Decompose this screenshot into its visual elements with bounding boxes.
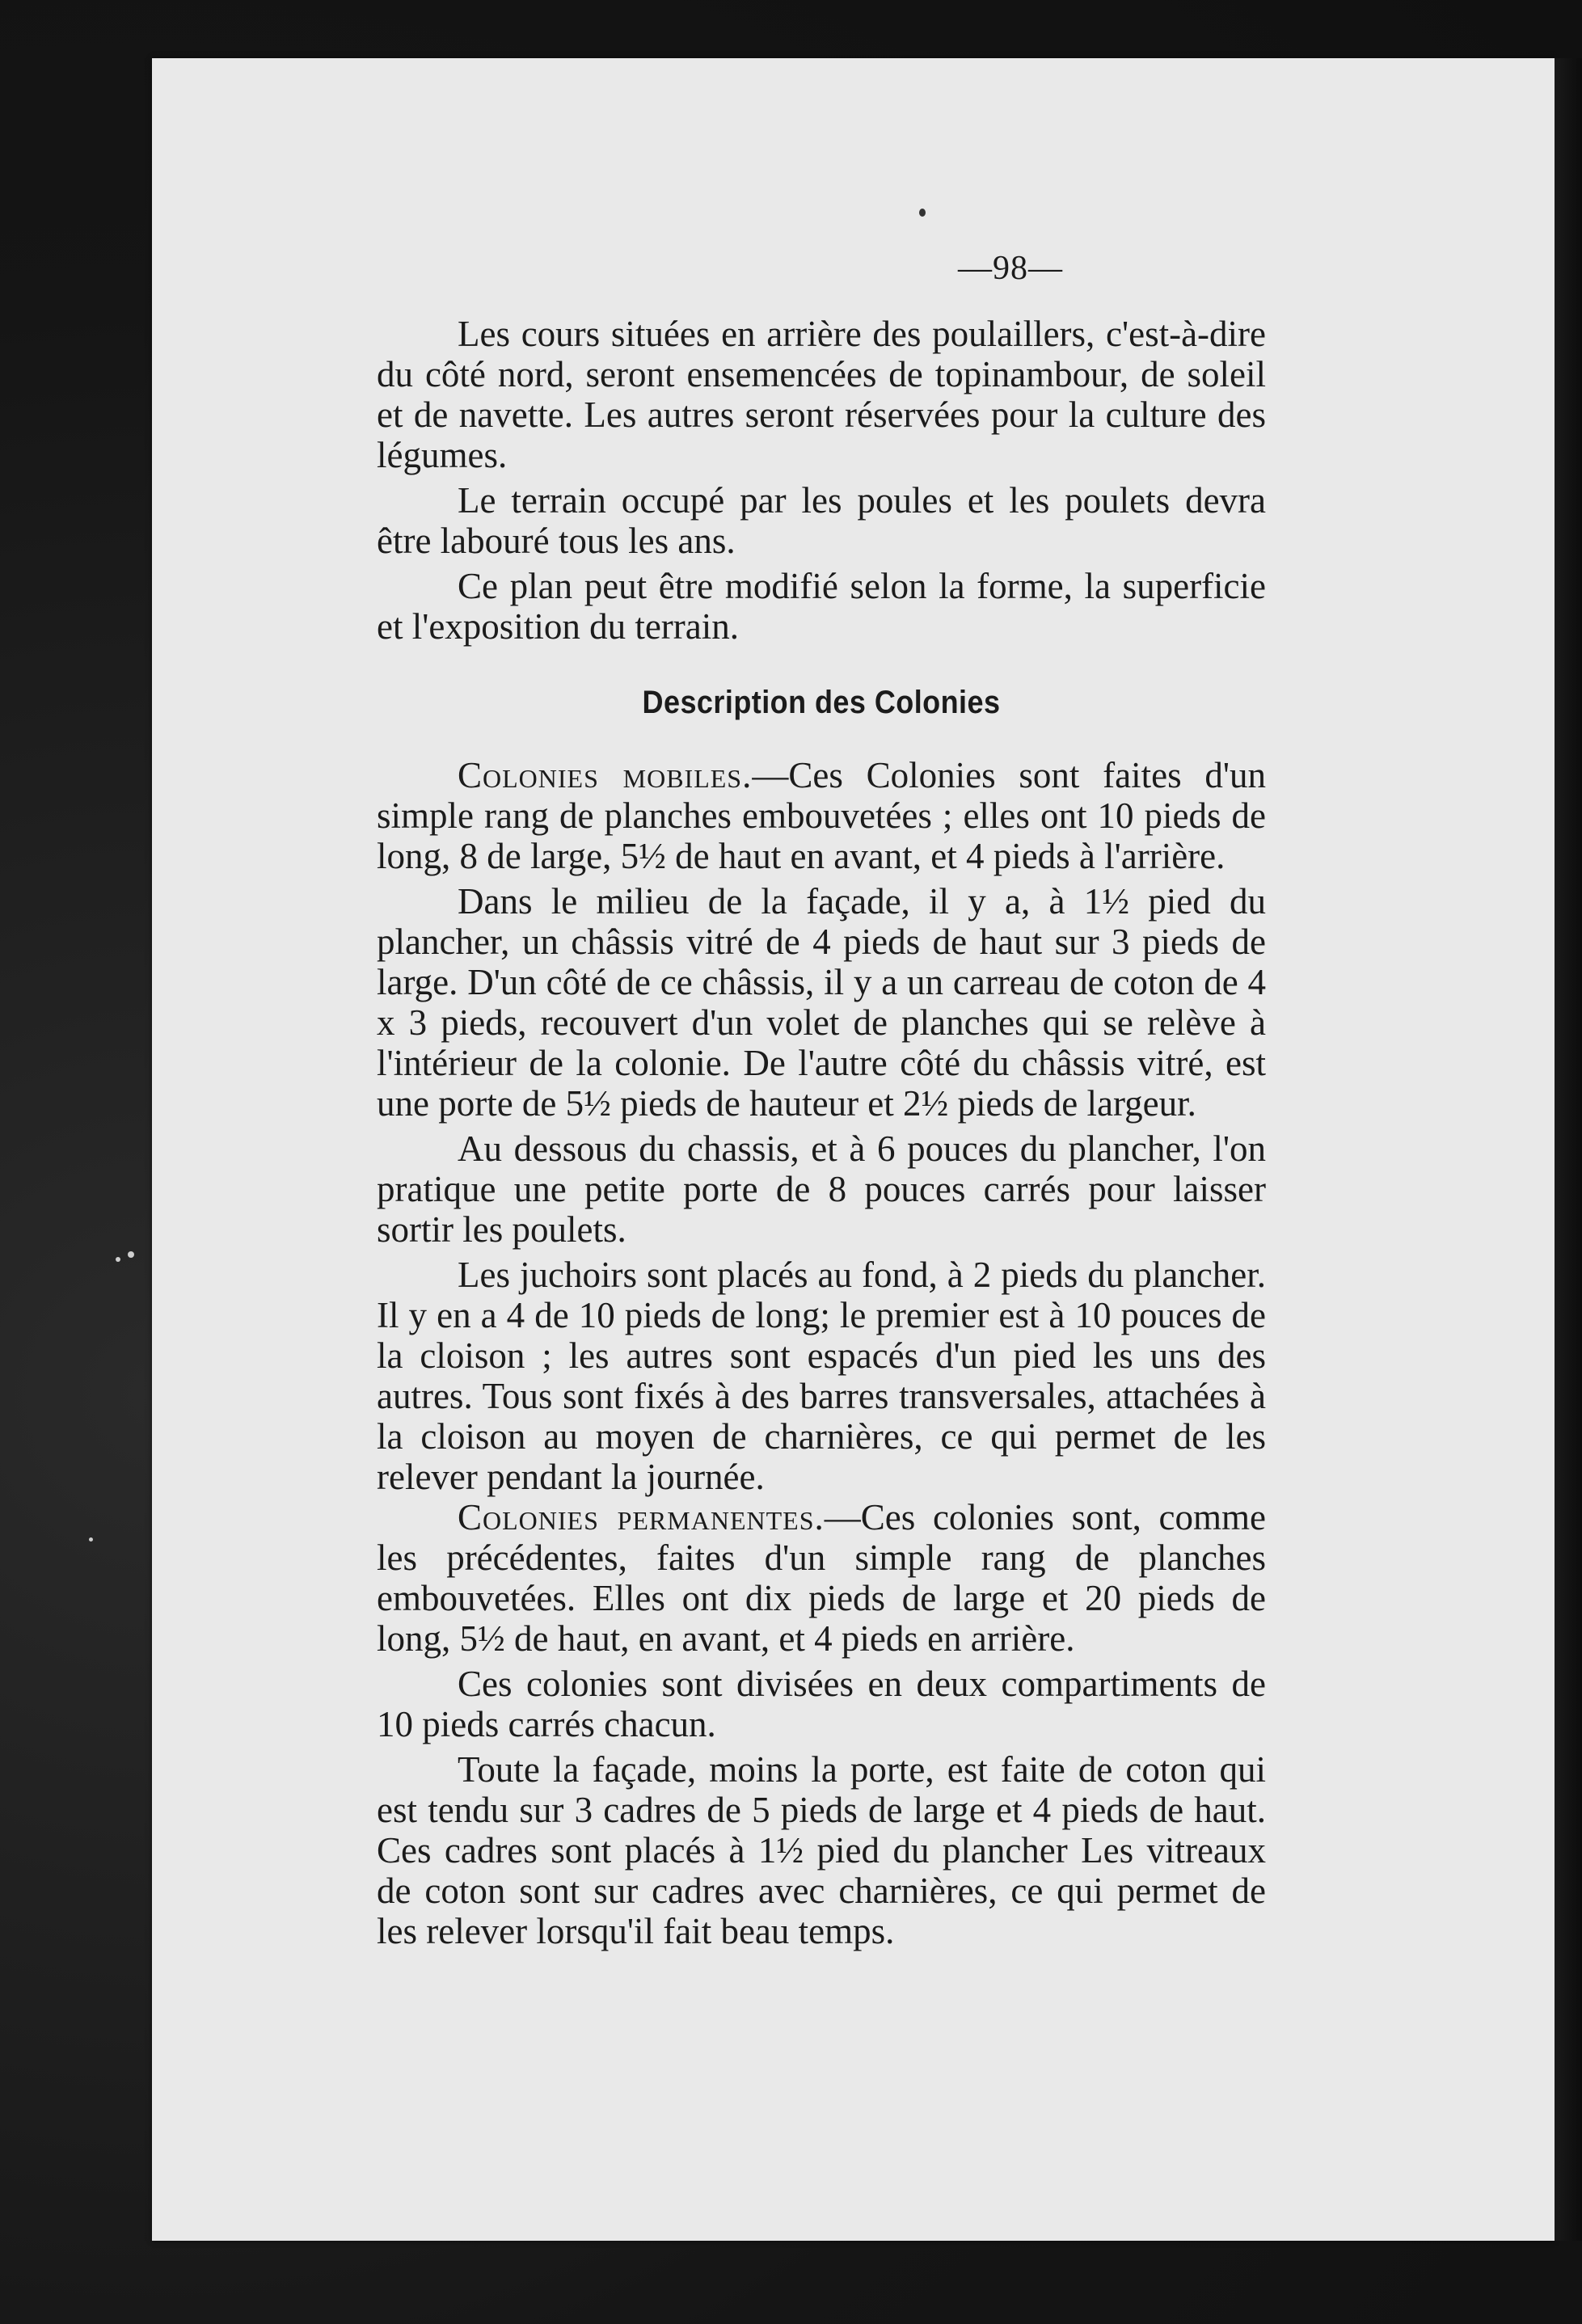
scan-speck — [128, 1251, 134, 1258]
paragraph-courts: Les cours situées en arrière des poulaillers, c'est-à-dire du côté nord, seront ensemencées de topinambour, de soleil et de navette. Les autres seront réservées pour la culture des légumes. — [377, 314, 1266, 475]
lead-colonies-mobiles: Colonies mobiles. — [458, 755, 753, 795]
paragraph-colonies-permanentes — [377, 1497, 1266, 1659]
page-body — [377, 243, 1266, 1951]
paragraph-plan: Ce plan peut être modifié selon la forme, la superficie et l'exposition du terrain. — [377, 566, 1266, 647]
page-spine-shadow — [1555, 58, 1582, 2241]
paragraph-colonies-mobiles — [377, 755, 1266, 876]
lead-colonies-permanentes: Colonies permanentes. — [458, 1497, 825, 1537]
paragraph-facade-coton: Toute la façade, moins la porte, est faite de coton qui est tendu sur 3 cadres de 5 pieds de large et 4 pieds de haut. Ces cadres sont placés à 1½ pied du plancher Les vitreaux de coton sont sur cadres avec charnières, ce qui permet de les relever lorsqu'il fait beau temps. — [377, 1749, 1266, 1951]
paragraph-juchoirs: Les juchoirs sont placés au fond, à 2 pieds du plancher. Il y en a 4 de 10 pieds de long; le premier est à 10 pouces de la cloison ; les autres sont espacés d'un pied les uns des autres. Tous sont fixés à des barres transversales, attachées à la cloison au moyen de charnières, ce qui permet de les relever pendant la journée. — [377, 1255, 1266, 1497]
paragraph-terrain: Le terrain occupé par les poules et les poulets devra être labouré tous les ans. — [377, 480, 1266, 561]
scan-speck — [89, 1537, 93, 1542]
text-colonies-mobiles: —Ces Colonies sont faites d'un simple rang de planches embouvetées ; elles ont 10 pieds de long, 8 de large, 5½ de haut en avant, et 4 pieds à l'arrière. — [377, 755, 1266, 876]
text-colonies-permanentes: —Ces colonies sont, comme les précédentes, faites d'un simple rang de planches embouvetées. Elles ont dix pieds de large et 20 pieds de long, 5½ de haut, en avant, et 4 pieds en arrière. — [377, 1497, 1267, 1659]
section-heading: Description des Colonies — [642, 685, 1001, 720]
scan-speck — [116, 1257, 120, 1262]
ink-dot — [919, 209, 926, 217]
paragraph-compartiments: Ces colonies sont divisées en deux compartiments de 10 pieds carrés chacun. — [377, 1664, 1266, 1744]
page-number: —98— — [958, 250, 1063, 287]
paragraph-facade: Dans le milieu de la façade, il y a, à 1½ pied du plancher, un châssis vitré de 4 pieds de haut sur 3 pieds de large. D'un côté de ce châssis, il y a un carreau de coton de 4 x 3 pieds, recouvert d'un volet de planches qui se relève à l'intérieur de la colonie. De l'autre côté du châssis vitré, est une porte de 5½ pieds de hauteur et 2½ pieds de largeur. — [377, 881, 1266, 1124]
paragraph-chassis: Au dessous du chassis, et à 6 pouces du plancher, l'on pratique une petite porte de 8 pouces carrés pour laisser sortir les poulets. — [377, 1128, 1266, 1250]
